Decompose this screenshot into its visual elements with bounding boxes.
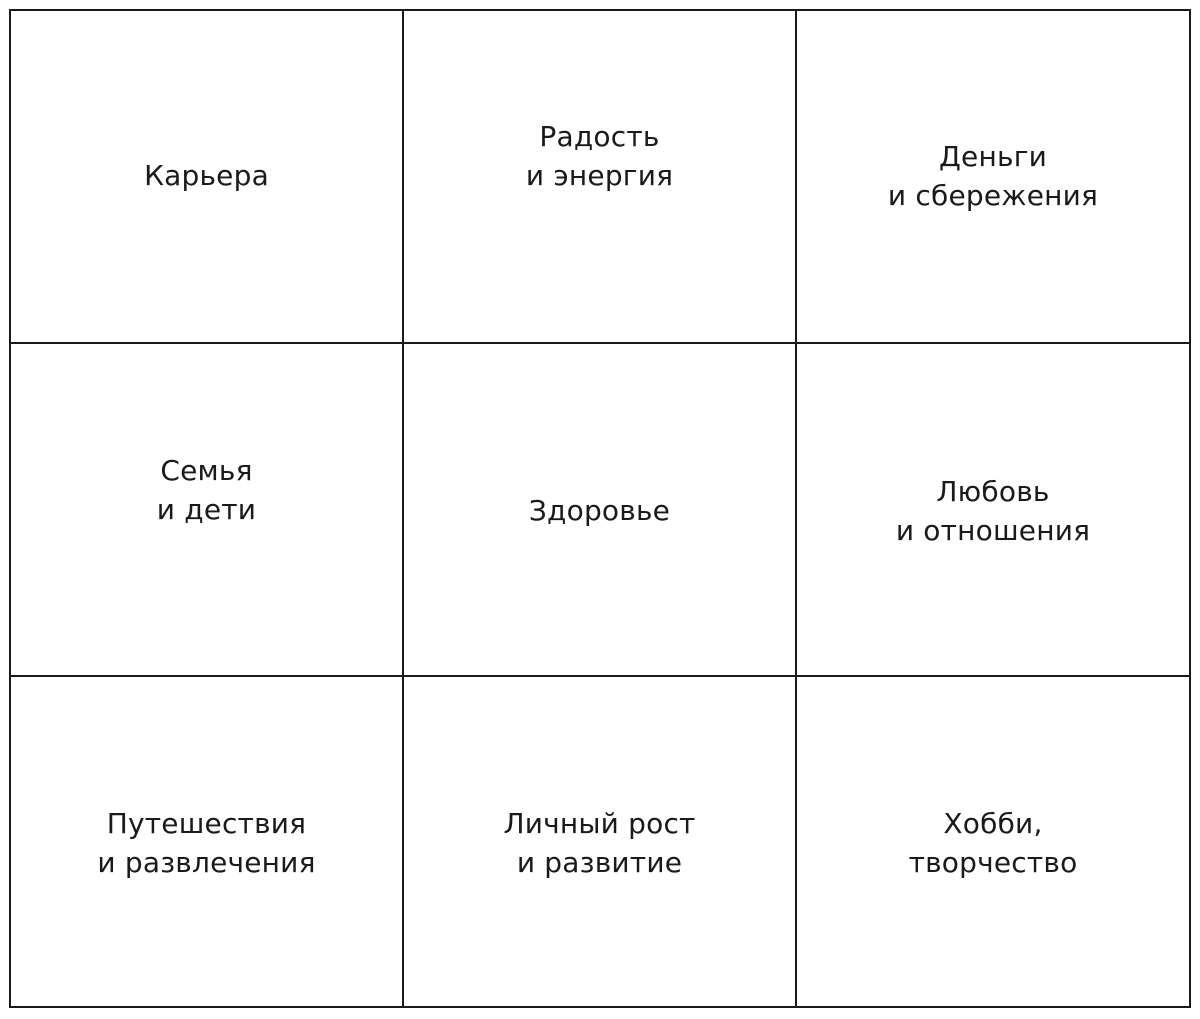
- cell-personal-growth-line-2: и развитие: [516, 845, 683, 879]
- cell-health: [404, 344, 797, 677]
- cell-money-savings-line-1: Деньги: [938, 139, 1048, 173]
- cell-love-relationships-line-1: Любовь: [936, 474, 1050, 508]
- cell-career-line-1: Карьера: [144, 159, 269, 192]
- cell-personal-growth-label: [503, 804, 695, 882]
- cell-family-children-label: [157, 451, 256, 529]
- cell-family-children-line-2: и дети: [156, 492, 257, 526]
- life-areas-grid: [9, 9, 1191, 1008]
- cell-family-children-line-1: Семья: [160, 453, 253, 487]
- cell-hobby-creativity-label: [909, 804, 1078, 882]
- cell-money-savings-label: [888, 137, 1098, 215]
- cell-joy-energy-line-1: Радость: [539, 119, 660, 153]
- cell-love-relationships-line-2: и отношения: [895, 513, 1091, 547]
- cell-career-label: [144, 156, 269, 195]
- cell-joy-energy-label: [526, 117, 673, 195]
- cell-personal-growth: [404, 677, 797, 1006]
- cell-travel-entertainment: [11, 677, 404, 1006]
- cell-hobby-creativity: [797, 677, 1189, 1006]
- cell-career: [11, 11, 404, 344]
- cell-love-relationships: [797, 344, 1189, 677]
- cell-hobby-creativity-line-2: творчество: [908, 845, 1078, 879]
- cell-travel-entertainment-label: [97, 804, 315, 882]
- cell-joy-energy-line-2: и энергия: [525, 158, 674, 192]
- cell-health-label: [529, 491, 670, 530]
- cell-family-children: [11, 344, 404, 677]
- cell-travel-entertainment-line-1: Путешествия: [106, 806, 307, 840]
- cell-money-savings-line-2: и сбережения: [887, 178, 1099, 212]
- cell-joy-energy: [404, 11, 797, 344]
- cell-hobby-creativity-line-1: Хобби,: [943, 806, 1043, 840]
- cell-love-relationships-label: [896, 472, 1090, 550]
- cell-travel-entertainment-line-2: и развлечения: [97, 845, 316, 879]
- cell-money-savings: [797, 11, 1189, 344]
- cell-health-line-1: Здоровье: [528, 494, 671, 527]
- cell-personal-growth-line-1: Личный рост: [503, 806, 696, 840]
